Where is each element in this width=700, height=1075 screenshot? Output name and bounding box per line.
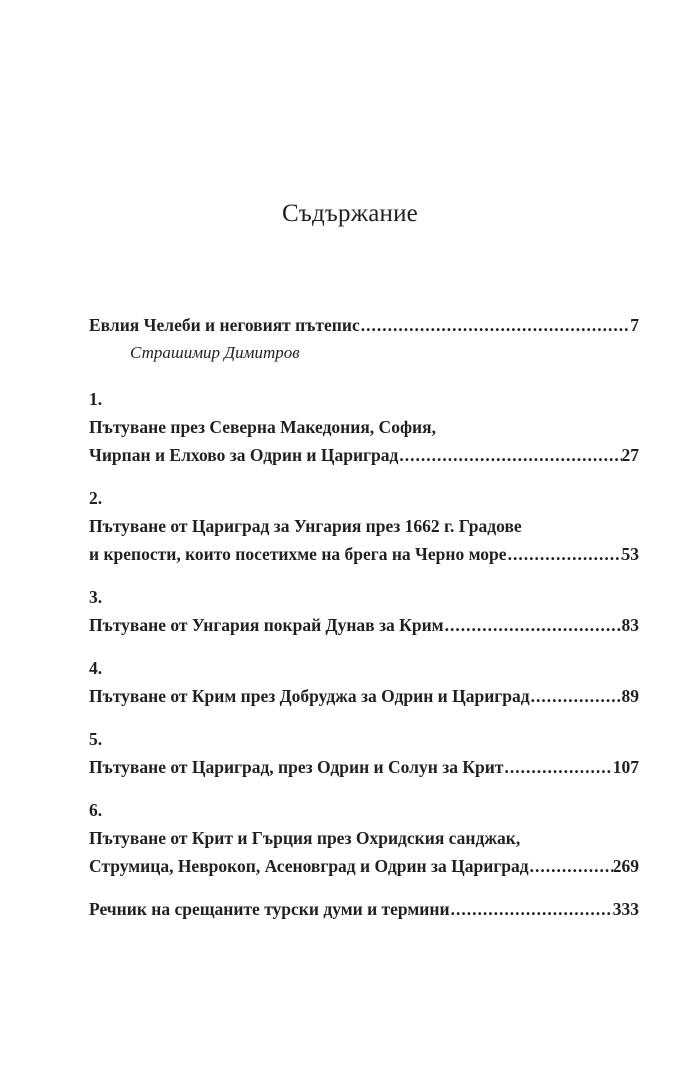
toc-entry-author: Страшимир Димитров xyxy=(130,343,300,362)
toc-page-number: 83 xyxy=(621,615,639,635)
toc-entry-number: 4. xyxy=(89,658,103,678)
dot-leader xyxy=(530,682,622,710)
toc-entry-introduction xyxy=(89,311,639,367)
toc-line xyxy=(89,413,639,441)
toc-entry-glossary xyxy=(89,895,639,923)
toc-line xyxy=(89,753,639,781)
toc-entry-title-line: и крепости, които посетихме на брега на Черно море xyxy=(89,544,507,564)
toc-entry-title-line: Пътуване от Крит и Гърция през Охридския санджак, xyxy=(89,828,521,848)
toc-line xyxy=(89,441,639,469)
toc-entry-1 xyxy=(89,385,639,469)
dot-leader xyxy=(398,441,621,469)
toc-page-number: 269 xyxy=(612,856,639,876)
toc-entry-2 xyxy=(89,484,639,568)
toc-entry-number: 6. xyxy=(89,800,103,820)
dot-leader xyxy=(444,611,622,639)
dot-leader xyxy=(503,753,612,781)
toc-page-number: 27 xyxy=(621,445,639,465)
table-of-contents xyxy=(89,311,639,923)
toc-entry-title-line: Пътуване от Унгария покрай Дунав за Крим xyxy=(89,615,444,635)
toc-entry-number: 3. xyxy=(89,587,103,607)
toc-page-number: 53 xyxy=(621,544,639,564)
toc-entry-title-line: Пътуване от Крим през Добруджа за Одрин и Цариград xyxy=(89,686,530,706)
toc-line xyxy=(89,311,639,339)
toc-page-number: 107 xyxy=(612,757,639,777)
toc-page-number: 7 xyxy=(630,315,639,335)
toc-entry-title: Евлия Челеби и неговият пътепис xyxy=(89,315,360,335)
dot-leader xyxy=(507,540,622,568)
dot-leader xyxy=(360,311,631,339)
toc-line xyxy=(89,682,639,710)
toc-page-number: 89 xyxy=(621,686,639,706)
dot-leader xyxy=(450,895,613,923)
toc-entry-6 xyxy=(89,796,639,880)
toc-entry-title-line: Пътуване от Цариград, през Одрин и Солун за Крит xyxy=(89,757,504,777)
toc-line xyxy=(89,540,639,568)
toc-entry-number: 2. xyxy=(89,488,103,508)
toc-line xyxy=(89,611,639,639)
toc-line xyxy=(89,824,639,852)
toc-line xyxy=(89,895,639,923)
toc-entry-title-line: Пътуване през Северна Македония, София, xyxy=(89,417,436,437)
toc-entry-title-line: Пътуване от Цариград за Унгария през 1662 г. Градове xyxy=(89,516,522,536)
toc-entry-number: 1. xyxy=(89,389,103,409)
toc-line xyxy=(89,512,639,540)
toc-entry-title: Речник на срещаните турски думи и термини xyxy=(89,899,450,919)
page-title: Съдържание xyxy=(282,200,418,227)
toc-entry-number: 5. xyxy=(89,729,103,749)
toc-entry-title-line: Чирпан и Елхово за Одрин и Цариград xyxy=(89,445,399,465)
toc-entry-3 xyxy=(89,583,639,639)
toc-entry-4 xyxy=(89,654,639,710)
toc-line xyxy=(89,852,639,880)
toc-page-number: 333 xyxy=(612,899,639,919)
dot-leader xyxy=(529,852,613,880)
toc-entry-5 xyxy=(89,725,639,781)
toc-entry-title-line: Струмица, Неврокоп, Асеновград и Одрин за Цариград xyxy=(89,856,529,876)
